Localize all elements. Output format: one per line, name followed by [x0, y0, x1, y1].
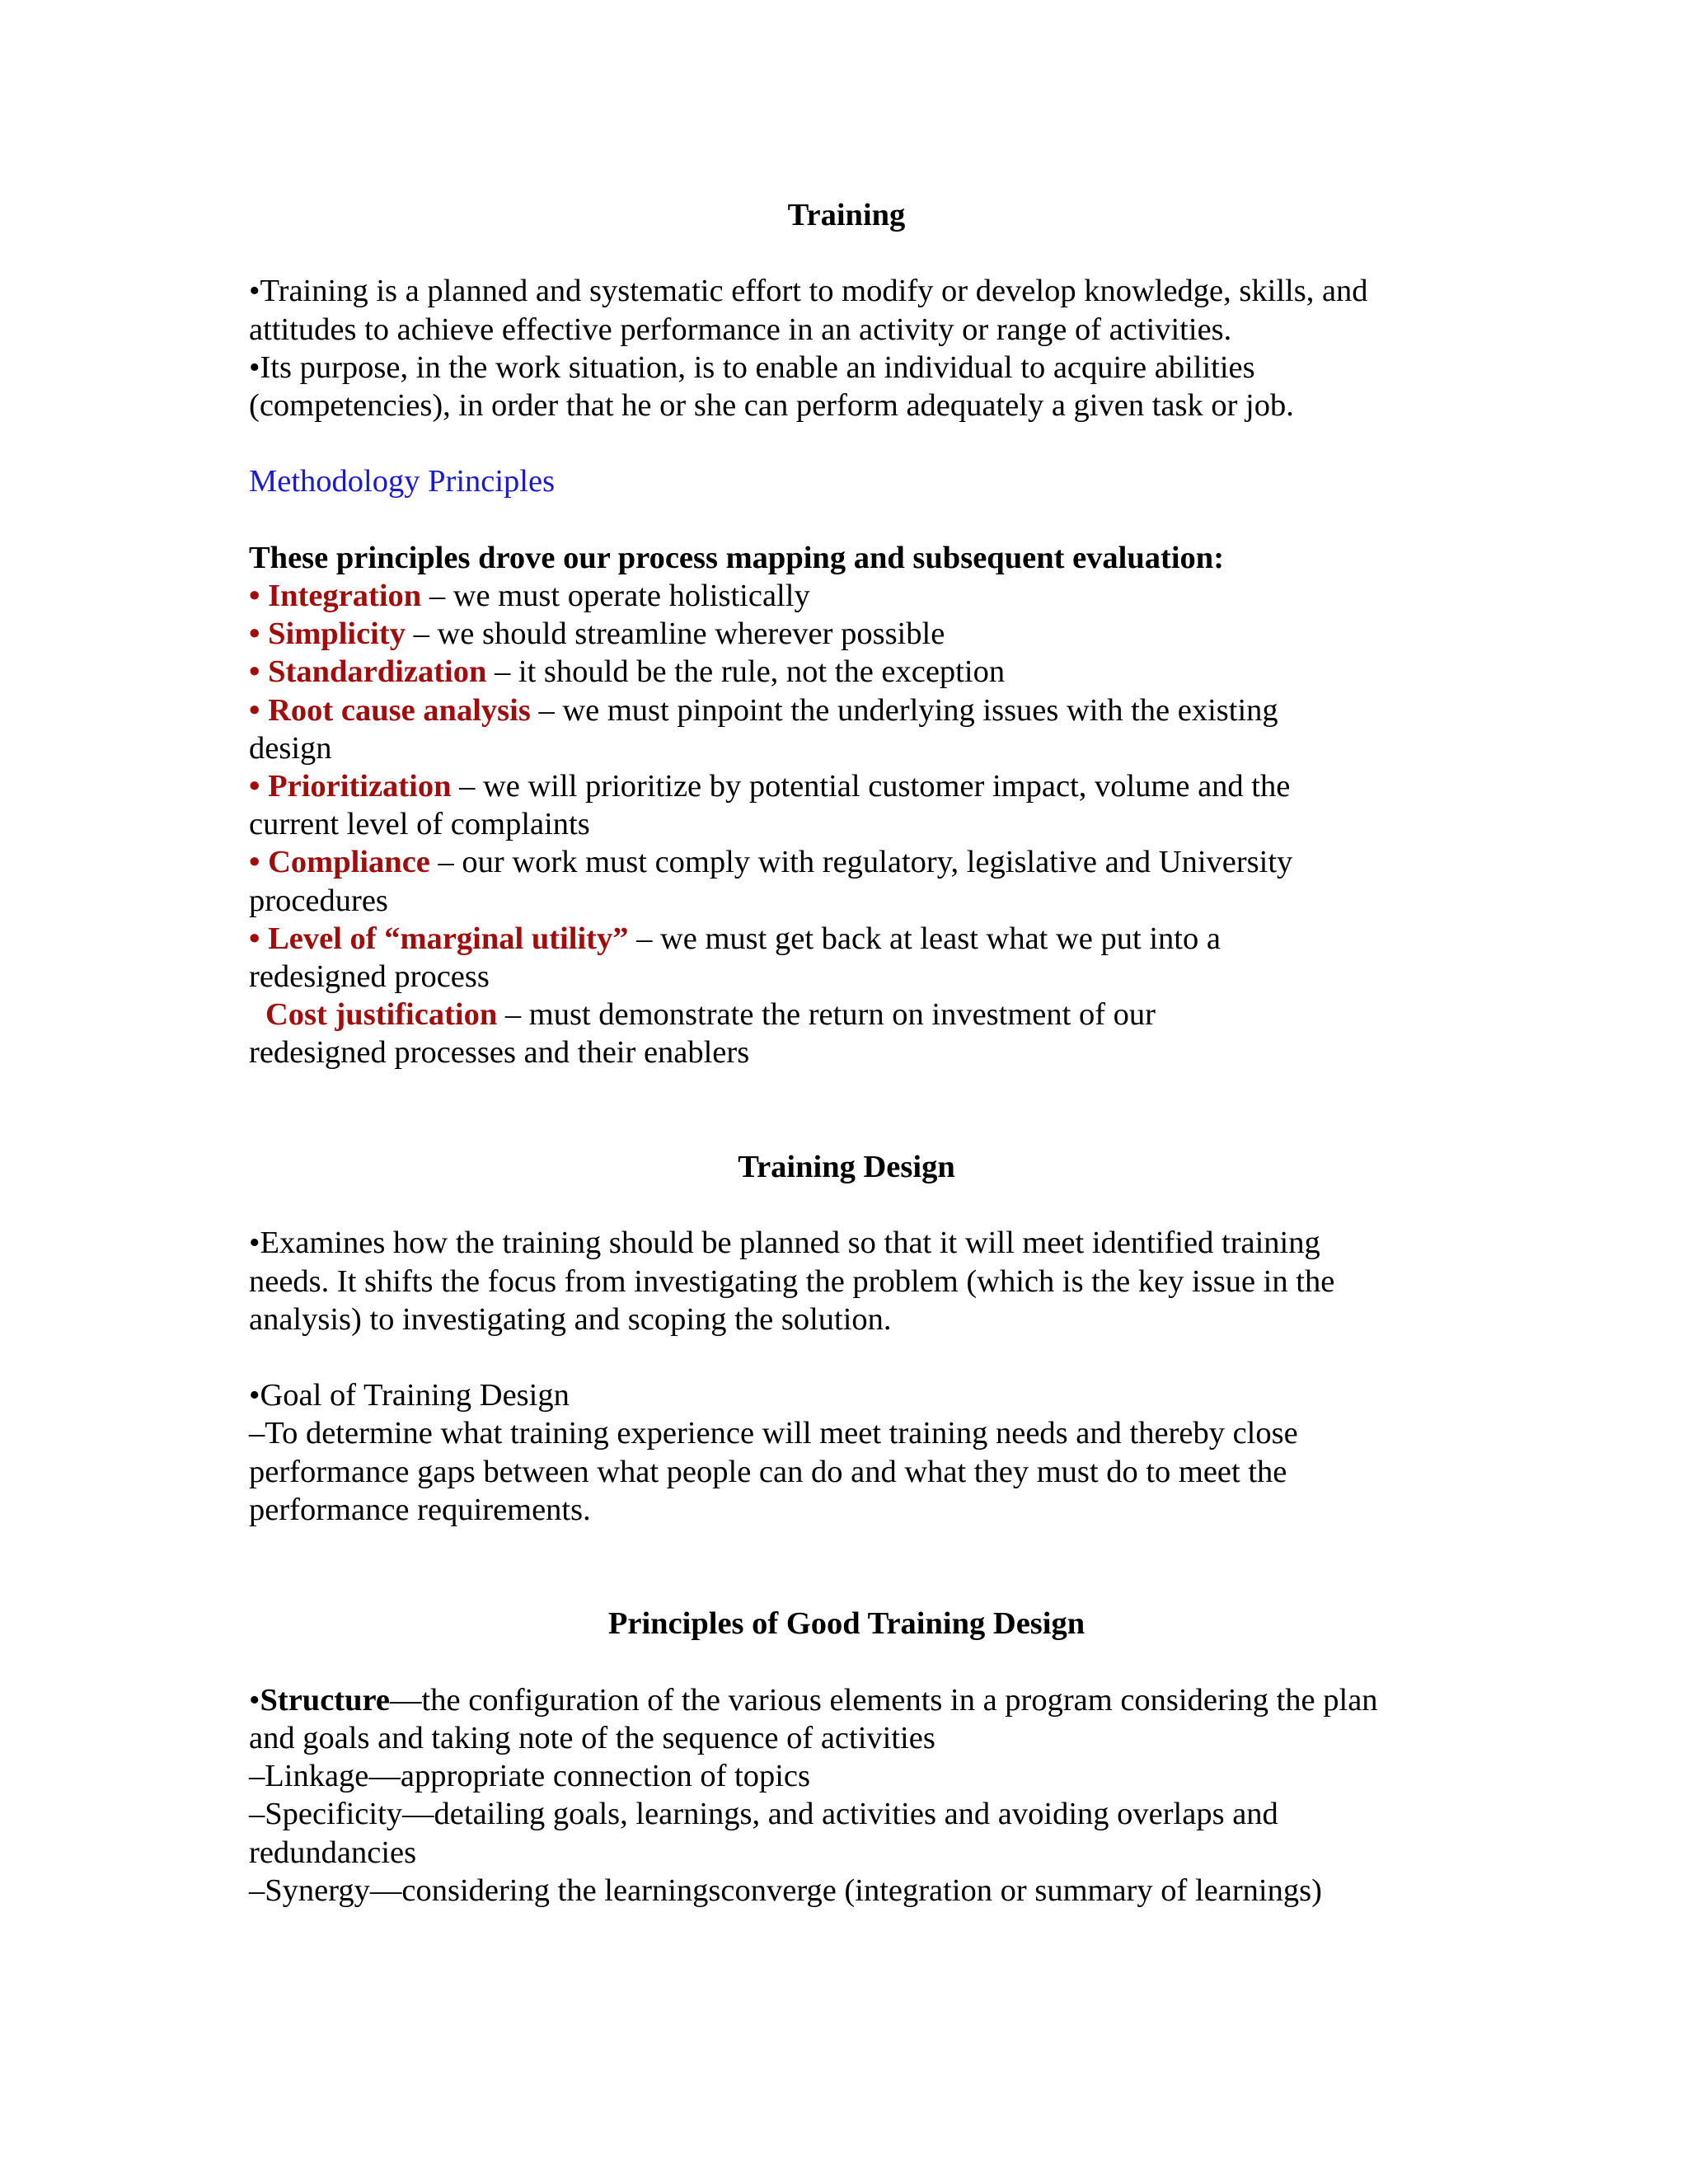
principle-term: • Integration [249, 578, 422, 613]
structure-term: Structure [260, 1682, 391, 1718]
linkage-line: –Linkage—appropriate connection of topics [249, 1759, 811, 1794]
title-training: Training [787, 198, 906, 232]
paragraph-line: analysis) to investigating and scoping the solution. [249, 1301, 892, 1337]
paragraph-line: performance gaps between what people can do and what they must do to meet the [249, 1454, 1287, 1489]
principle-desc: – we should streamline wherever possible [405, 616, 945, 652]
principle-item [249, 920, 1444, 958]
principle-item [249, 653, 1444, 691]
principle-desc: – our work must comply with regulatory, legislative and University [429, 845, 1293, 880]
principle-term: Cost justification [265, 997, 498, 1033]
principle-item [249, 691, 1444, 729]
principle-desc: – it should be the rule, not the exception [486, 654, 1006, 690]
principle-desc: – we must operate holistically [421, 578, 810, 613]
paragraph-line: –To determine what training experience will meet training needs and thereby close [249, 1416, 1298, 1451]
principle-item [249, 843, 1444, 881]
title-training-design: Training Design [738, 1150, 955, 1185]
principle-item [249, 615, 1444, 653]
goal-heading: •Goal of Training Design [249, 1378, 570, 1413]
paragraph-line: •Training is a planned and systematic effort to modify or develop knowledge, skills, and [249, 274, 1368, 309]
structure-desc: —the configuration of the various elements in a program considering the plan [390, 1682, 1378, 1718]
principle-term: • Standardization [249, 654, 487, 690]
principle-item [249, 996, 1444, 1033]
methodology-heading: Methodology Principles [249, 464, 556, 499]
principle-term: • Level of “marginal utility” [249, 921, 629, 956]
principle-term: • Root cause analysis [249, 692, 531, 728]
principle-desc: – we must pinpoint the underlying issues with the existing [530, 692, 1278, 728]
document-body [249, 196, 1444, 1910]
principle-term: • Simplicity [249, 616, 406, 652]
bullet: • [249, 1682, 260, 1718]
principle-item-cont: redesigned process [249, 959, 490, 995]
title-principles-good-design: Principles of Good Training Design [607, 1606, 1085, 1642]
paragraph-line: needs. It shifts the focus from investigating the problem (which is the key issue in the [249, 1263, 1335, 1299]
principle-item [249, 577, 1444, 615]
specificity-line: –Specificity—detailing goals, learnings, and activities and avoiding overlaps and [249, 1797, 1278, 1832]
principle-item [249, 767, 1444, 805]
paragraph-line: •Its purpose, in the work situation, is to enable an individual to acquire abilities [249, 349, 1255, 385]
principle-desc: – must demonstrate the return on investment of our [497, 997, 1156, 1033]
principle-item-cont: design [249, 730, 332, 766]
paragraph-line: attitudes to achieve effective performance in an activity or range of activities. [249, 312, 1232, 347]
synergy-line: –Synergy—considering the learningsconverge (integration or summary of learnings) [249, 1872, 1322, 1908]
structure-line [249, 1681, 1444, 1719]
principle-desc: – we will prioritize by potential customer impact, volume and the [451, 769, 1291, 804]
principle-desc: – we must get back at least what we put into a [628, 921, 1221, 956]
paragraph-line: and goals and taking note of the sequence of activities [249, 1721, 935, 1755]
paragraph-line: •Examines how the training should be planned so that it will meet identified training [249, 1226, 1320, 1261]
principle-term: • Prioritization [249, 769, 452, 804]
principle-item-cont: current level of complaints [249, 807, 590, 842]
paragraph-line: performance requirements. [249, 1492, 591, 1527]
paragraph-line: redundancies [249, 1835, 417, 1870]
principle-term: • Compliance [249, 845, 430, 880]
paragraph-line: (competencies), in order that he or she can perform adequately a given task or job. [249, 388, 1294, 423]
methodology-intro: These principles drove our process mapping and subsequent evaluation: [249, 540, 1225, 575]
principle-item-cont: procedures [249, 883, 388, 918]
principle-item-cont: redesigned processes and their enablers [249, 1035, 750, 1071]
